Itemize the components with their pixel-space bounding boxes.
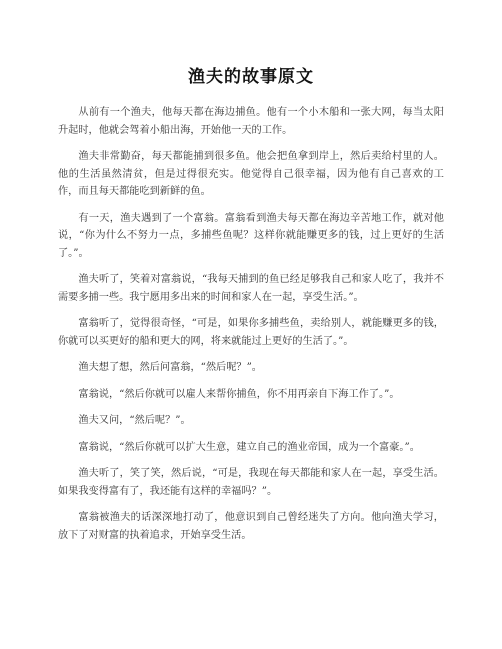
document-body: [58, 104, 444, 544]
paragraph: 有一天，渔夫遇到了一个富翁。富翁看到渔夫每天都在海边辛苦地工作，就对他说，“你为什么不努力一点，多捕些鱼呢？这样你就能赚更多的钱，过上更好的生活了。”。: [58, 212, 444, 259]
paragraph: 富翁说，“然后你就可以扩大生意，建立自己的渔业帝国，成为一个富豪。”。: [78, 441, 420, 453]
paragraph: 富翁说，“然后你就可以雇人来帮你捕鱼，你不用再亲自下海工作了。”。: [78, 388, 400, 400]
paragraph: 渔夫又问，“然后呢？”。: [78, 415, 191, 426]
paragraph: 渔夫非常勤奋，每天都能捕到很多鱼。他会把鱼拿到岸上，然后卖给村里的人。他的生活虽然清贫，但是过得很充实。他觉得自己很幸福，因为他有自己喜欢的工作，而且每天都能吃到新鲜的鱼。: [58, 151, 444, 197]
document-title: 渔夫的故事原文: [188, 67, 314, 87]
paragraph: 富翁听了，觉得很奇怪，“可是，如果你多捕些鱼，卖给别人，就能赚更多的钱，你就可以买更好的船和更大的网，将来就能过上更好的生活了。”。: [58, 318, 444, 347]
paragraph: 渔夫听了，笑了笑，然后说，“可是，我现在每天都能和家人在一起，享受生活。如果我变得富有了，我还能有这样的幸福吗？”。: [58, 468, 444, 497]
paragraph: 渔夫想了想，然后问富翁，“然后呢？”。: [78, 362, 262, 373]
paragraph: 富翁被渔夫的话深深地打动了，他意识到自己曾经迷失了方向。他向渔夫学习，放下了对财富的执着追求，开始享受生活。: [58, 512, 444, 541]
paragraph: 从前有一个渔夫，他每天都在海边捕鱼。他有一个小木船和一张大网，每当太阳升起时，他就会驾着小船出海，开始他一天的工作。: [58, 107, 444, 136]
paragraph: 渔夫听了，笑着对富翁说，“我每天捕到的鱼已经足够我自己和家人吃了，我并不需要多捕一些。我宁愿用多出来的时间和家人在一起，享受生活。”。: [58, 274, 444, 303]
